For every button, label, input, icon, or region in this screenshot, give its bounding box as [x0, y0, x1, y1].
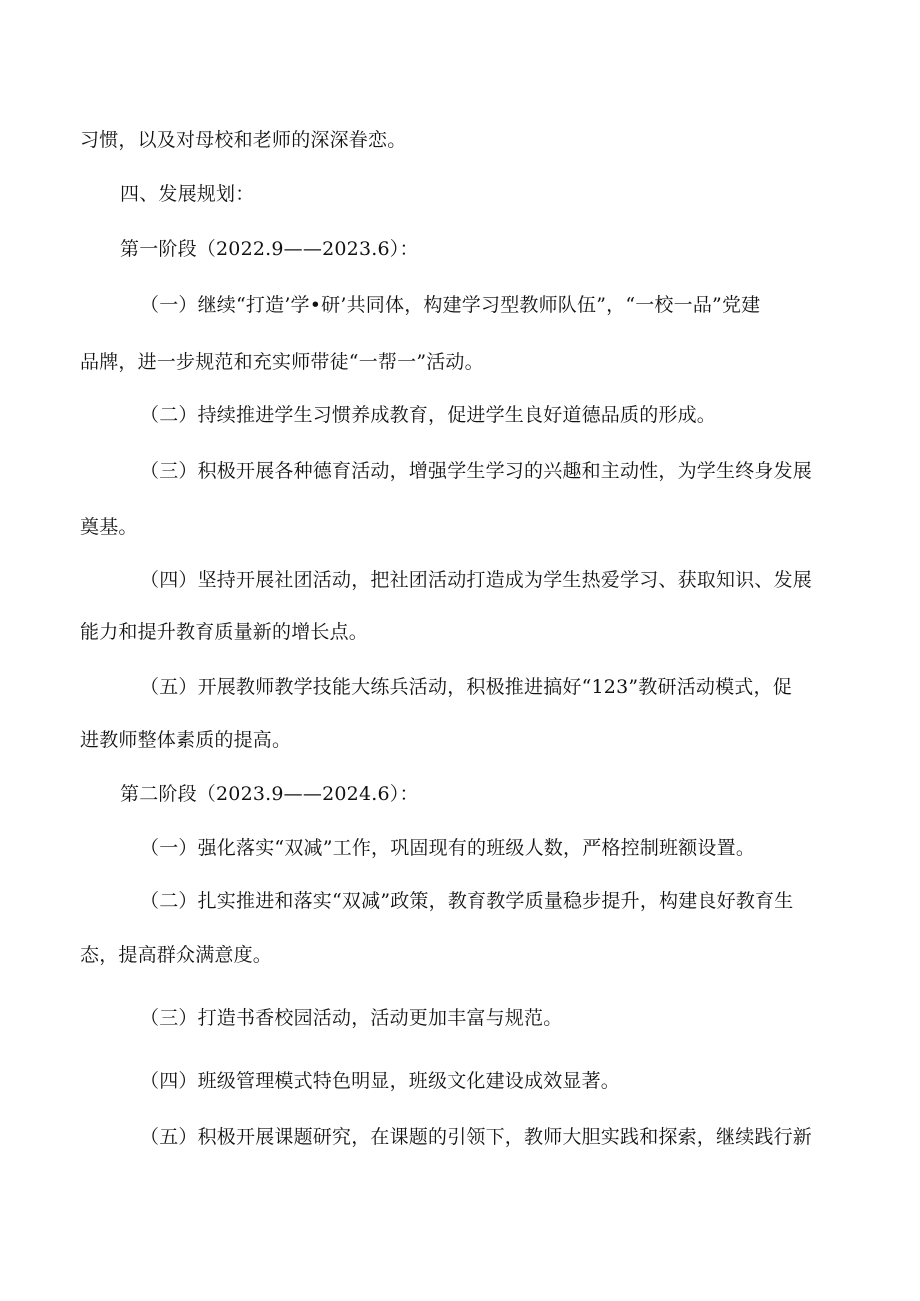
- section-heading: 四、发展规划：: [120, 183, 255, 205]
- body-text-line: （五）开展教师教学技能大练兵活动，积极推进搞好“123”教研活动模式，促: [140, 676, 792, 698]
- stage-heading: 第一阶段（2022.9——2023.6）：: [120, 238, 419, 260]
- body-text-line: 品牌，进一步规范和充实师带徒“一帮一”活动。: [80, 351, 484, 373]
- body-text-line: （三）积极开展各种德育活动，增强学生学习的兴趣和主动性，为学生终身发展: [140, 460, 813, 482]
- body-text-line: 奠基。: [80, 516, 138, 538]
- body-text-line: （一）强化落实“双减”工作，巩固现有的班级人数，严格控制班额设置。: [140, 837, 756, 859]
- body-text-line: 进教师整体素质的提高。: [80, 729, 292, 751]
- body-text-line: 习惯，以及对母校和老师的深深眷恋。: [80, 129, 407, 151]
- body-text-line: （四）班级管理模式特色明显，班级文化建设成效显著。: [140, 1070, 621, 1092]
- body-text-line: （四）坚持开展社团活动，把社团活动打造成为学生热爱学习、获取知识、发展: [140, 569, 813, 591]
- body-text-line: （二）扎实推进和落实“双减”政策，教育教学质量稳步提升，构建良好教育生: [140, 890, 794, 912]
- body-text-line: （二）持续推进学生习惯养成教育，促进学生良好道德品质的形成。: [140, 404, 717, 426]
- body-text-line: （三）打造书香校园活动，活动更加丰富与规范。: [140, 1007, 563, 1029]
- body-text-line: （一）继续“打造’学•研’共同体，构建学习型教师队伍”，“一校一品”党建: [140, 294, 761, 316]
- body-text-line: （五）积极开展课题研究，在课题的引领下，教师大胆实践和探索，继续践行新: [140, 1126, 813, 1148]
- stage-heading: 第二阶段（2023.9——2024.6）：: [120, 783, 419, 805]
- body-text-line: 能力和提升教育质量新的增长点。: [80, 621, 369, 643]
- body-text-line: 态，提高群众满意度。: [80, 944, 273, 966]
